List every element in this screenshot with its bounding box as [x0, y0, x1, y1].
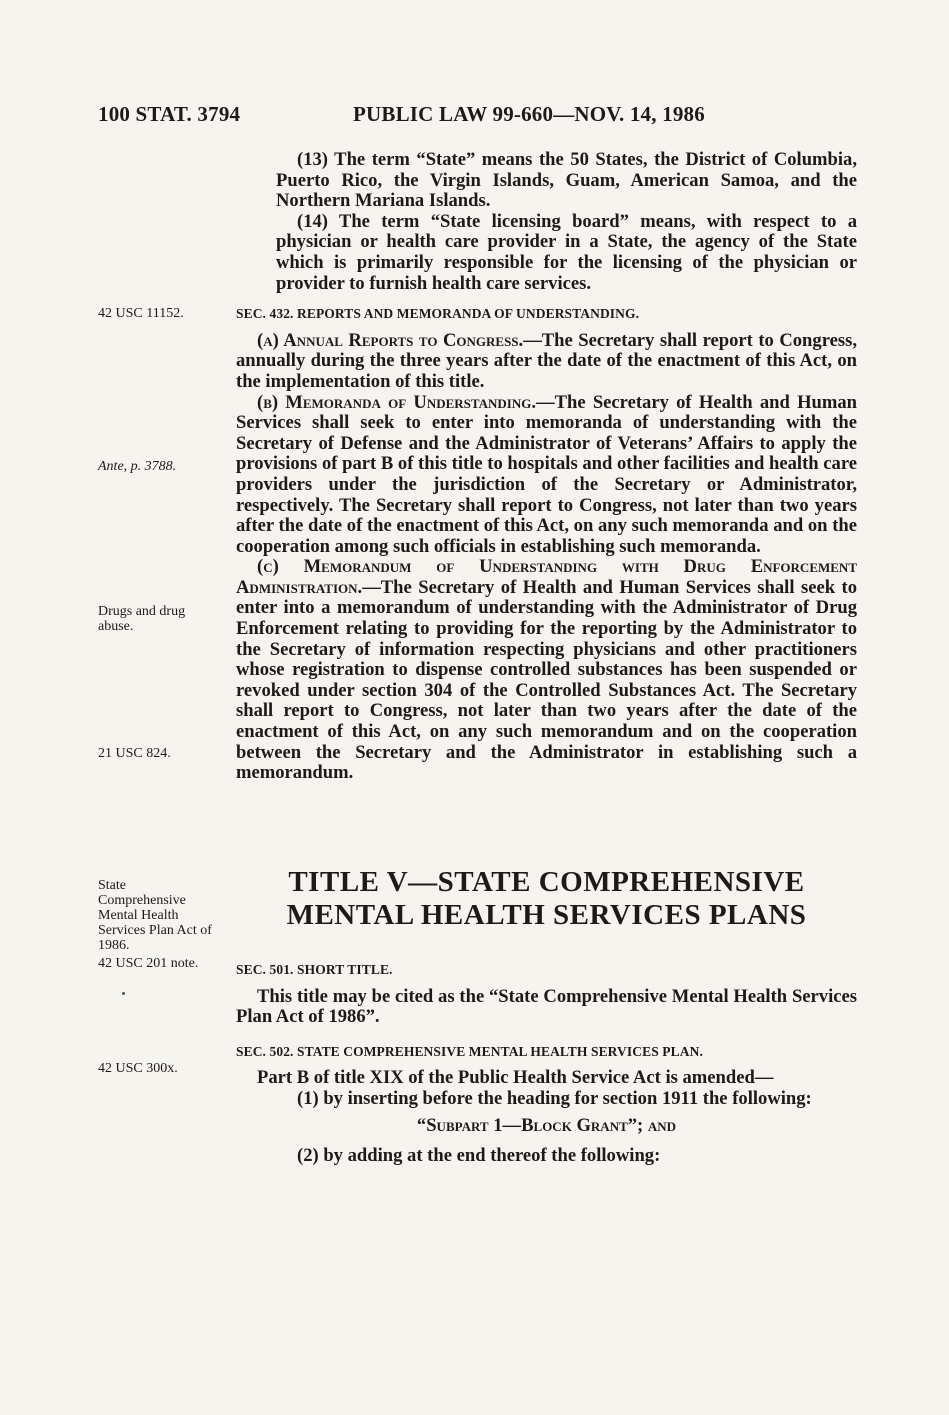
- margin-note: 42 USC 11152.: [98, 306, 184, 321]
- body-upper: [236, 150, 857, 784]
- subsection-b-text: —The Secretary of Health and Human Services shall seek to enter into memoranda of understanding with the Secretary of Defense and the Administrator of Veterans’ Affairs to apply the provisions of part B of this title to hospitals and other facilities and health care providers under the jurisdiction of the Secretary or Administrator, respectively. The Secretary shall report to Congress, not later than two years after the date of the enactment of this Act, on any such memoranda and on the cooperation among such officials in establishing such memoranda.: [236, 391, 857, 557]
- scan-speck: [122, 992, 125, 995]
- section-432-heading: SEC. 432. REPORTS AND MEMORANDA OF UNDERSTANDING.: [236, 306, 640, 322]
- definition-14: (14) The term “State licensing board” means, with respect to a physician or health care provider in a State, the agency of the State which is primarily responsible for the licensing of the physician or provider to furnish health care services.: [276, 210, 857, 294]
- margin-note: State Comprehensive Mental Health Services Plan Act of 1986.: [98, 878, 212, 953]
- subsection-c: [236, 557, 857, 784]
- title-line-1: TITLE V—STATE COMPREHENSIVE: [288, 866, 805, 898]
- subpart-insert: “Subpart 1—Block Grant”; and: [416, 1114, 677, 1136]
- running-head: PUBLIC LAW 99-660—NOV. 14, 1986: [353, 102, 705, 126]
- subsection-a: [236, 331, 857, 393]
- section-502-text: Part B of title XIX of the Public Health Service Act is amended—: [257, 1067, 774, 1089]
- margin-note: 42 USC 300x.: [98, 1061, 178, 1076]
- subsection-c-heading: (c) Memorandum of Understanding with Drug Enforcement Administration.: [236, 556, 857, 598]
- page-number: 100 STAT. 3794: [98, 102, 241, 126]
- section-502-item-2: (2) by adding at the end thereof the following:: [297, 1145, 661, 1167]
- section-502-item-1: (1) by inserting before the heading for section 1911 the following:: [297, 1087, 812, 1109]
- subsection-b: [236, 393, 857, 558]
- title-v-heading: [236, 866, 857, 932]
- subsection-c-text: —The Secretary of Health and Human Services shall seek to enter into a memorandum of understanding with the Administrator of Drug Enforcement relating to providing for the reporting by the Administrator to the Secretary of information respecting physicians and other practitioners whose registration to dispense controlled substances has been suspended or revoked under section 304 of the Controlled Substances Act. The Secretary shall report to Congress, not later than two years after the date of the enactment of this Act, on any such memorandum and on the cooperation between the Secretary and the Administrator in establishing such a memorandum.: [236, 576, 857, 784]
- margin-note: 21 USC 824.: [98, 746, 171, 761]
- section-501-text: This title may be cited as the “State Comprehensive Mental Health Services Plan Act of 1986”.: [236, 985, 857, 1028]
- body-lower: [236, 950, 857, 1167]
- margin-note: Ante, p. 3788.: [98, 459, 177, 474]
- subsection-b-heading: (b) Memoranda of Understanding.: [257, 391, 536, 413]
- subsection-a-text: —The Secretary shall report to Congress, annually during the three years after the date of the enactment of this Act, on the implementation of this title.: [236, 329, 857, 392]
- margin-note: Drugs and drug abuse.: [98, 604, 186, 634]
- definition-13: (13) The term “State” means the 50 States, the District of Columbia, Puerto Rico, the Virgin Islands, Guam, American Samoa, and the Northern Mariana Islands.: [276, 149, 857, 212]
- section-501-heading: SEC. 501. SHORT TITLE.: [236, 962, 393, 977]
- title-line-2: MENTAL HEALTH SERVICES PLANS: [286, 899, 807, 931]
- margin-note: 42 USC 201 note.: [98, 956, 199, 971]
- section-502-heading: SEC. 502. STATE COMPREHENSIVE MENTAL HEALTH SERVICES PLAN.: [236, 1043, 703, 1059]
- subsection-a-heading: (a) Annual Reports to Congress.: [257, 329, 524, 351]
